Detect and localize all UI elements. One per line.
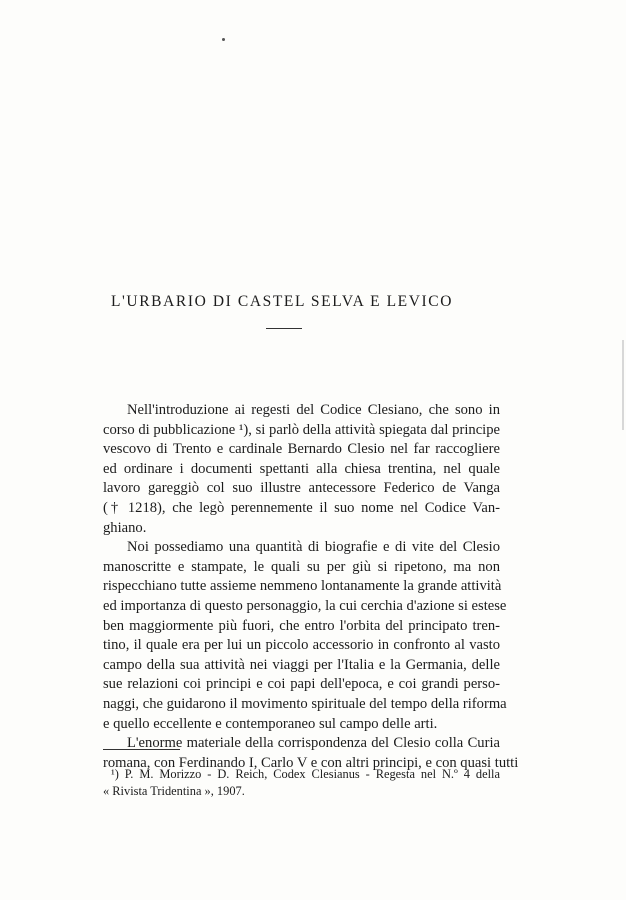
footnote-line: ¹) P. M. Morizzo - D. Reich, Codex Clesianus - Regesta nel N.º 4 della: [111, 767, 500, 781]
body-line: lavoro gareggiò col suo illustre antecessore Federico de Vanga: [103, 480, 500, 497]
body-line: corso di pubblicazione ¹), si parlò della attività spiegata dal principe: [103, 421, 500, 438]
body-line: L'enorme materiale della corrispondenza del Clesio colla Curia: [127, 735, 500, 752]
paper-speck: [222, 38, 225, 41]
body-line: e quello eccellente e contemporaneo sul campo delle arti.: [103, 715, 438, 732]
body-line: sue relazioni coi principi e coi papi dell'epoca, e coi grandi perso-: [103, 676, 500, 693]
body-text: [103, 401, 519, 773]
footnote-rule: [103, 749, 180, 750]
body-line: Noi possediamo una quantità di biografie e di vite del Clesio: [127, 539, 500, 556]
body-line: romana, con Ferdinando I, Carlo V e con altri principi, e con quasi tutti: [103, 754, 519, 771]
body-line: ghiano.: [103, 519, 147, 536]
body-line: naggi, che guidarono il movimento spirituale del tempo della riforma: [103, 695, 507, 712]
body-line: Nell'introduzione ai regesti del Codice Clesiano, che sono in: [127, 402, 500, 418]
scan-edge-mark: [622, 340, 624, 430]
body-line: ben maggiormente più fuori, che entro l'orbita del principato tren-: [103, 617, 500, 634]
body-line: rispecchiano tutte assieme nemmeno lontanamente la grande attività: [103, 578, 502, 595]
body-line: vescovo di Trento e cardinale Bernardo Clesio nel far raccogliere: [103, 441, 500, 458]
body-line: ed importanza di questo personaggio, la cui cerchia d'azione si estese: [103, 597, 507, 614]
body-line: tino, il quale era per lui un piccolo accessorio in confronto al vasto: [103, 637, 500, 654]
footnote: [103, 766, 500, 799]
body-line: ed ordinare i documenti spettanti alla chiesa trentina, nel quale: [103, 460, 500, 477]
title-rule: [266, 328, 302, 329]
chapter-title: L'URBARIO DI CASTEL SELVA E LEVICO: [110, 293, 454, 310]
footnote-line: « Rivista Tridentina », 1907.: [103, 783, 245, 798]
body-line: manoscritte e stampate, le quali su per giù si ripetono, ma non: [103, 558, 500, 575]
body-line: campo della sua attività nei viaggi per l'Italia e la Germania, delle: [103, 656, 500, 673]
body-line: († 1218), che legò perennemente il suo nome nel Codice Van-: [103, 499, 500, 516]
